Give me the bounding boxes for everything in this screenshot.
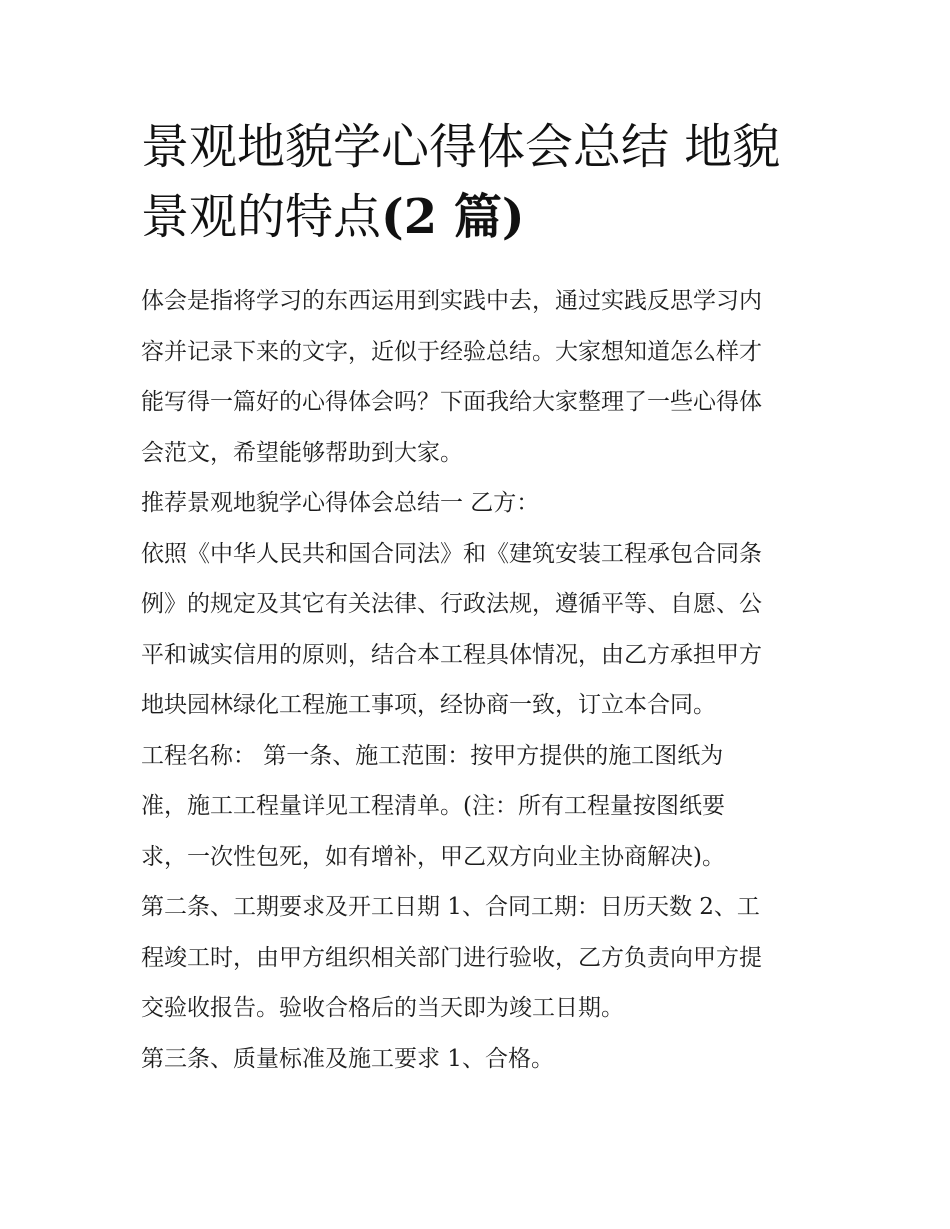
text-line: 交验收报告。验收合格后的当天即为竣工日期。	[141, 995, 624, 1021]
text-line: 工程名称： 第一条、施工范围：按甲方提供的施工图纸为	[141, 742, 724, 769]
text-line: 能写得一篇好的心得体会吗？下面我给大家整理了一些心得体	[141, 389, 762, 415]
title-line-2	[141, 182, 813, 252]
text-line: 体会是指将学习的东西运用到实践中去，通过实践反思学习内	[141, 288, 762, 314]
text-line: 例》的规定及其它有关法律、行政法规，遵循平等、自愿、公	[141, 591, 762, 617]
text-line: 第三条、质量标准及施工要求 1、合格。	[141, 1045, 554, 1072]
document-page	[141, 112, 813, 1084]
text-line: 依照《中华人民共和国合同法》和《建筑安装工程承包合同条	[141, 540, 762, 567]
text-line: 第二条、工期要求及开工日期 1、合同工期：日历天数 2、工	[141, 894, 760, 920]
text-line: 平和诚实信用的原则，结合本工程具体情况，由乙方承担甲方	[141, 641, 762, 668]
title-count: (2 篇)	[381, 189, 525, 245]
text-line: 准，施工工程量详见工程清单。(注：所有工程量按图纸要	[141, 793, 725, 819]
document-body	[141, 276, 813, 1084]
text-line: 程竣工时，由甲方组织相关部门进行验收，乙方负责向甲方提	[141, 944, 762, 971]
text-line: 会范文，希望能够帮助到大家。	[141, 439, 463, 466]
title-line-1: 景观地貌学心得体会总结 地貌	[141, 119, 781, 175]
document-title	[141, 112, 813, 252]
text-line: 求，一次性包死，如有增补，甲乙双方向业主协商解决)。	[141, 843, 725, 870]
text-line: 容并记录下来的文字，近似于经验总结。大家想知道怎么样才	[141, 338, 762, 365]
title-line-2-text: 景观的特点	[141, 189, 382, 245]
text-line: 推荐景观地貌学心得体会总结一 乙方：	[141, 490, 540, 516]
text-line: 地块园林绿化工程施工事项，经协商一致，订立本合同。	[141, 692, 716, 718]
